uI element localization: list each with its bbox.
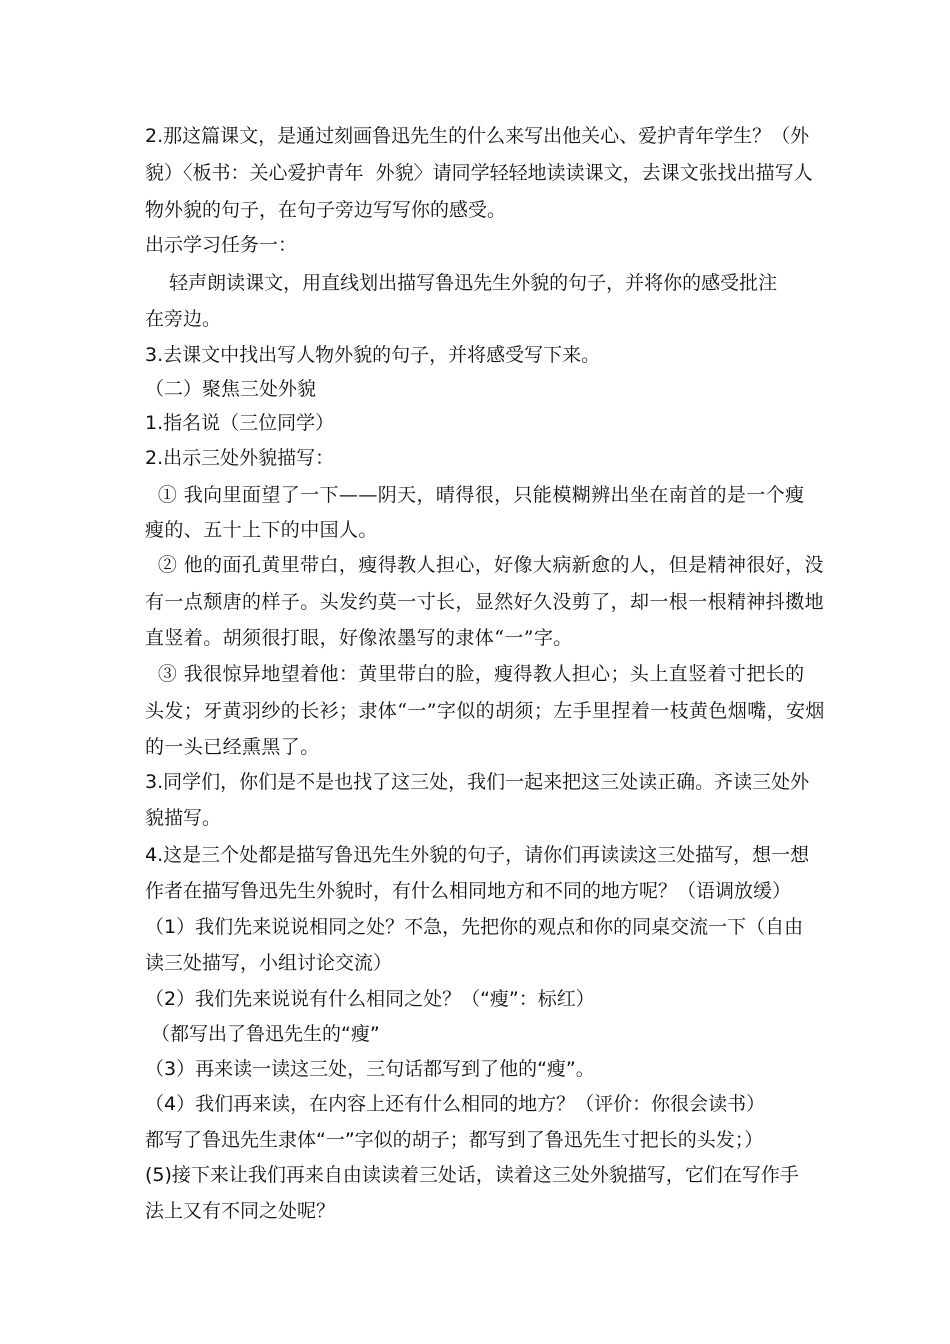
text-line: （都写出了鲁迅先生的“瘦” [145, 1023, 380, 1045]
text-line: 貌）〈板书：关心爱护青年 外貌〉请同学轻轻地读读课文，去课文张找出描写人 [145, 162, 813, 184]
text-line: 作者在描写鲁迅先生外貌时，有什么相同地方和不同的地方呢？（语调放缓） [145, 880, 792, 902]
text-line: 3.同学们，你们是不是也找了这三处，我们一起来把这三处读正确。齐读三处外 [145, 771, 810, 793]
text-line: 在旁边。 [145, 308, 222, 330]
text-line: 物外貌的句子，在句子旁边写写你的感受。 [145, 199, 507, 221]
text-line: （1）我们先来说说相同之处？不急，先把你的观点和你的同桌交流一下（自由 [145, 916, 804, 938]
text-line: 1.指名说（三位同学） [145, 412, 335, 434]
text-line: （2）我们先来说说有什么相同之处？（“瘦”：标红） [145, 988, 595, 1010]
quote-line: ③ 我很惊异地望着他：黄里带白的脸，瘦得教人担心；头上直竖着寸把长的 [145, 663, 805, 685]
text-line: 法上又有不同之处呢？ [145, 1200, 336, 1222]
text-line: 读三处描写，小组讨论交流） [145, 952, 393, 974]
quote-line: 头发；牙黄羽纱的长衫；隶体“一”字似的胡须；左手里捏着一枝黄色烟嘴，安烟 [145, 700, 825, 722]
quote-line: 瘦的、五十上下的中国人。 [145, 519, 378, 541]
text-line: 4.这是三个处都是描写鲁迅先生外貌的句子，请你们再读读这三处描写，想一想 [145, 844, 810, 866]
text-line: （4）我们再来读，在内容上还有什么相同的地方？（评价：你很会读书） [145, 1093, 766, 1115]
text-line: 2.那这篇课文，是通过刻画鲁迅先生的什么来写出他关心、爱护青年学生？（外 [145, 125, 810, 147]
quote-line: ② 他的面孔黄里带白，瘦得教人担心，好像大病新愈的人，但是精神很好，没 [145, 554, 824, 576]
text-line: 貌描写。 [145, 807, 222, 829]
section-heading: （二）聚焦三处外貌 [145, 378, 317, 400]
text-line: (5)接下来让我们再来自由读读着三处话，读着这三处外貌描写，它们在写作手 [145, 1164, 799, 1186]
text-line: 都写了鲁迅先生隶体“一”字似的胡子；都写到了鲁迅先生寸把长的头发；） [145, 1129, 764, 1151]
text-line: （3）再来读一读这三处，三句话都写到了他的“瘦”。 [145, 1058, 595, 1080]
text-line: 3.去课文中找出写人物外貌的句子，并将感受写下来。 [145, 344, 601, 366]
quote-line: 有一点颓唐的样子。头发约莫一寸长，显然好久没剪了，却一根一根精神抖擞地 [145, 591, 825, 613]
quote-line: ① 我向里面望了一下——阴天，晴得很，只能模糊辨出坐在南首的是一个瘦 [145, 484, 805, 506]
text-line: 2.出示三处外貌描写： [145, 447, 335, 469]
quote-line: 直竖着。胡须很打眼，好像浓墨写的隶体“一”字。 [145, 627, 573, 649]
text-line: 轻声朗读课文，用直线划出描写鲁迅先生外貌的句子，并将你的感受批注 [145, 272, 778, 294]
quote-line: 的一头已经熏黑了。 [145, 736, 320, 758]
text-line: 出示学习任务一： [145, 234, 298, 256]
